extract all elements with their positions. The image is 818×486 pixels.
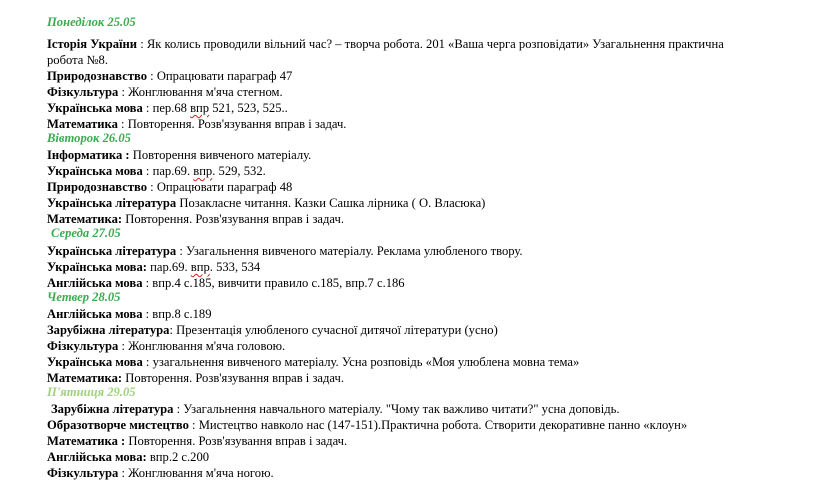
task-text: пар.69.	[146, 260, 191, 274]
subject-name: Англійська мова:	[47, 450, 147, 464]
schedule-line	[47, 465, 274, 481]
subject-name: Математика	[47, 117, 118, 131]
schedule-line	[47, 338, 285, 354]
task-text: : Мистецтво навколо нас (147-151).Практична робота. Створити декоративне панно «клоун»	[188, 418, 688, 432]
task-text: Повторення. Розв'язування вправ і задач.	[122, 212, 344, 226]
subject-name: Природознавство	[47, 180, 148, 194]
schedule-line	[47, 147, 311, 163]
subject-name: Англійська мова	[47, 307, 143, 321]
task-text: : Узагальнення вивченого матеріалу. Реклама улюбленого твору.	[176, 244, 523, 258]
spellcheck-word: впр	[190, 101, 210, 115]
schedule-line	[47, 306, 212, 322]
subject-name: Українська мова:	[47, 260, 147, 274]
day-heading: Четвер 28.05	[47, 290, 121, 304]
subject-name: Українська мова	[47, 164, 143, 178]
task-text: впр.2 с.200	[146, 450, 210, 464]
spellcheck-word: впр	[190, 260, 210, 274]
task-text: : Жонглювання м'яча стегном.	[118, 85, 283, 99]
task-text: робота №8.	[47, 53, 108, 67]
subject-name: Українська мова	[47, 355, 143, 369]
schedule-line	[47, 179, 292, 195]
schedule-line	[47, 259, 260, 275]
task-text: : пер.68	[142, 101, 191, 115]
schedule-line	[47, 322, 498, 338]
task-text: : Жонглювання м'яча головою.	[118, 339, 286, 353]
subject-name: Математика :	[47, 434, 126, 448]
schedule-line	[47, 417, 687, 433]
task-text: : пар.69.	[142, 164, 194, 178]
subject-name: Українська література	[47, 244, 177, 258]
schedule-line-continuation	[47, 52, 108, 68]
subject-name: Англійська мова	[47, 276, 143, 290]
day-heading: П'ятниця 29.05	[47, 385, 136, 399]
subject-name: Фізкультура	[47, 339, 119, 353]
subject-name: Математика:	[47, 371, 123, 385]
task-text: : Узагальнення навчального матеріалу. "Чому так важливо читати?" усна доповідь.	[173, 402, 620, 416]
schedule-line	[51, 401, 620, 417]
task-text: : Опрацювати параграф 48	[147, 180, 293, 194]
schedule-line	[47, 354, 579, 370]
subject-name: Українська література	[47, 196, 177, 210]
subject-name: Зарубіжна література	[47, 323, 170, 337]
day-heading: Вівторок 26.05	[47, 131, 131, 145]
schedule-line	[47, 433, 347, 449]
task-text: 521, 523, 525..	[209, 101, 288, 115]
schedule-line	[47, 68, 292, 84]
subject-name: Інформатика :	[47, 148, 130, 162]
schedule-line	[47, 449, 209, 465]
task-text: : Повторення. Розв'язування вправ і задач.	[117, 117, 347, 131]
task-text: Повторення вивченого матеріалу.	[129, 148, 312, 162]
subject-name: Історія України	[47, 37, 138, 51]
task-text: : Презентація улюбленого сучасної дитячої літератури (усно)	[169, 323, 498, 337]
spellcheck-word: впр	[193, 164, 213, 178]
task-text: : Як колись проводили вільний час? – творча робота. 201 «Ваша черга розповідати» Узагальнення практична	[137, 37, 724, 51]
schedule-line	[47, 243, 523, 259]
task-text: . 533, 534	[209, 260, 261, 274]
task-text: : впр.4 с.185, вивчити правило с.185, впр.7 с.186	[142, 276, 405, 290]
task-text: Позакласне читання. Казки Сашка лірника ( О. Власюка)	[176, 196, 486, 210]
task-text: : Опрацювати параграф 47	[147, 69, 293, 83]
task-text: : впр.8 с.189	[142, 307, 212, 321]
subject-name: Природознавство	[47, 69, 148, 83]
subject-name: Українська мова	[47, 101, 143, 115]
task-text: . 529, 532.	[212, 164, 266, 178]
task-text: : узагальнення вивченого матеріалу. Усна розповідь «Моя улюблена мовна тема»	[142, 355, 580, 369]
task-text: Повторення. Розв'язування вправ і задач.	[125, 434, 348, 448]
schedule-line	[47, 36, 724, 52]
schedule-line	[47, 84, 283, 100]
subject-name: Образотворче мистецтво	[47, 418, 189, 432]
task-text: : Жонглювання м'яча ногою.	[118, 466, 274, 480]
day-heading: Понеділок 25.05	[47, 15, 136, 29]
schedule-line	[47, 100, 288, 116]
subject-name: Фізкультура	[47, 466, 119, 480]
subject-name: Зарубіжна література	[51, 402, 174, 416]
schedule-line	[47, 195, 485, 211]
subject-name: Фізкультура	[47, 85, 119, 99]
schedule-line	[47, 163, 266, 179]
day-heading: Середа 27.05	[51, 226, 121, 240]
subject-name: Математика:	[47, 212, 123, 226]
task-text: Повторення. Розв'язування вправ і задач.	[122, 371, 344, 385]
